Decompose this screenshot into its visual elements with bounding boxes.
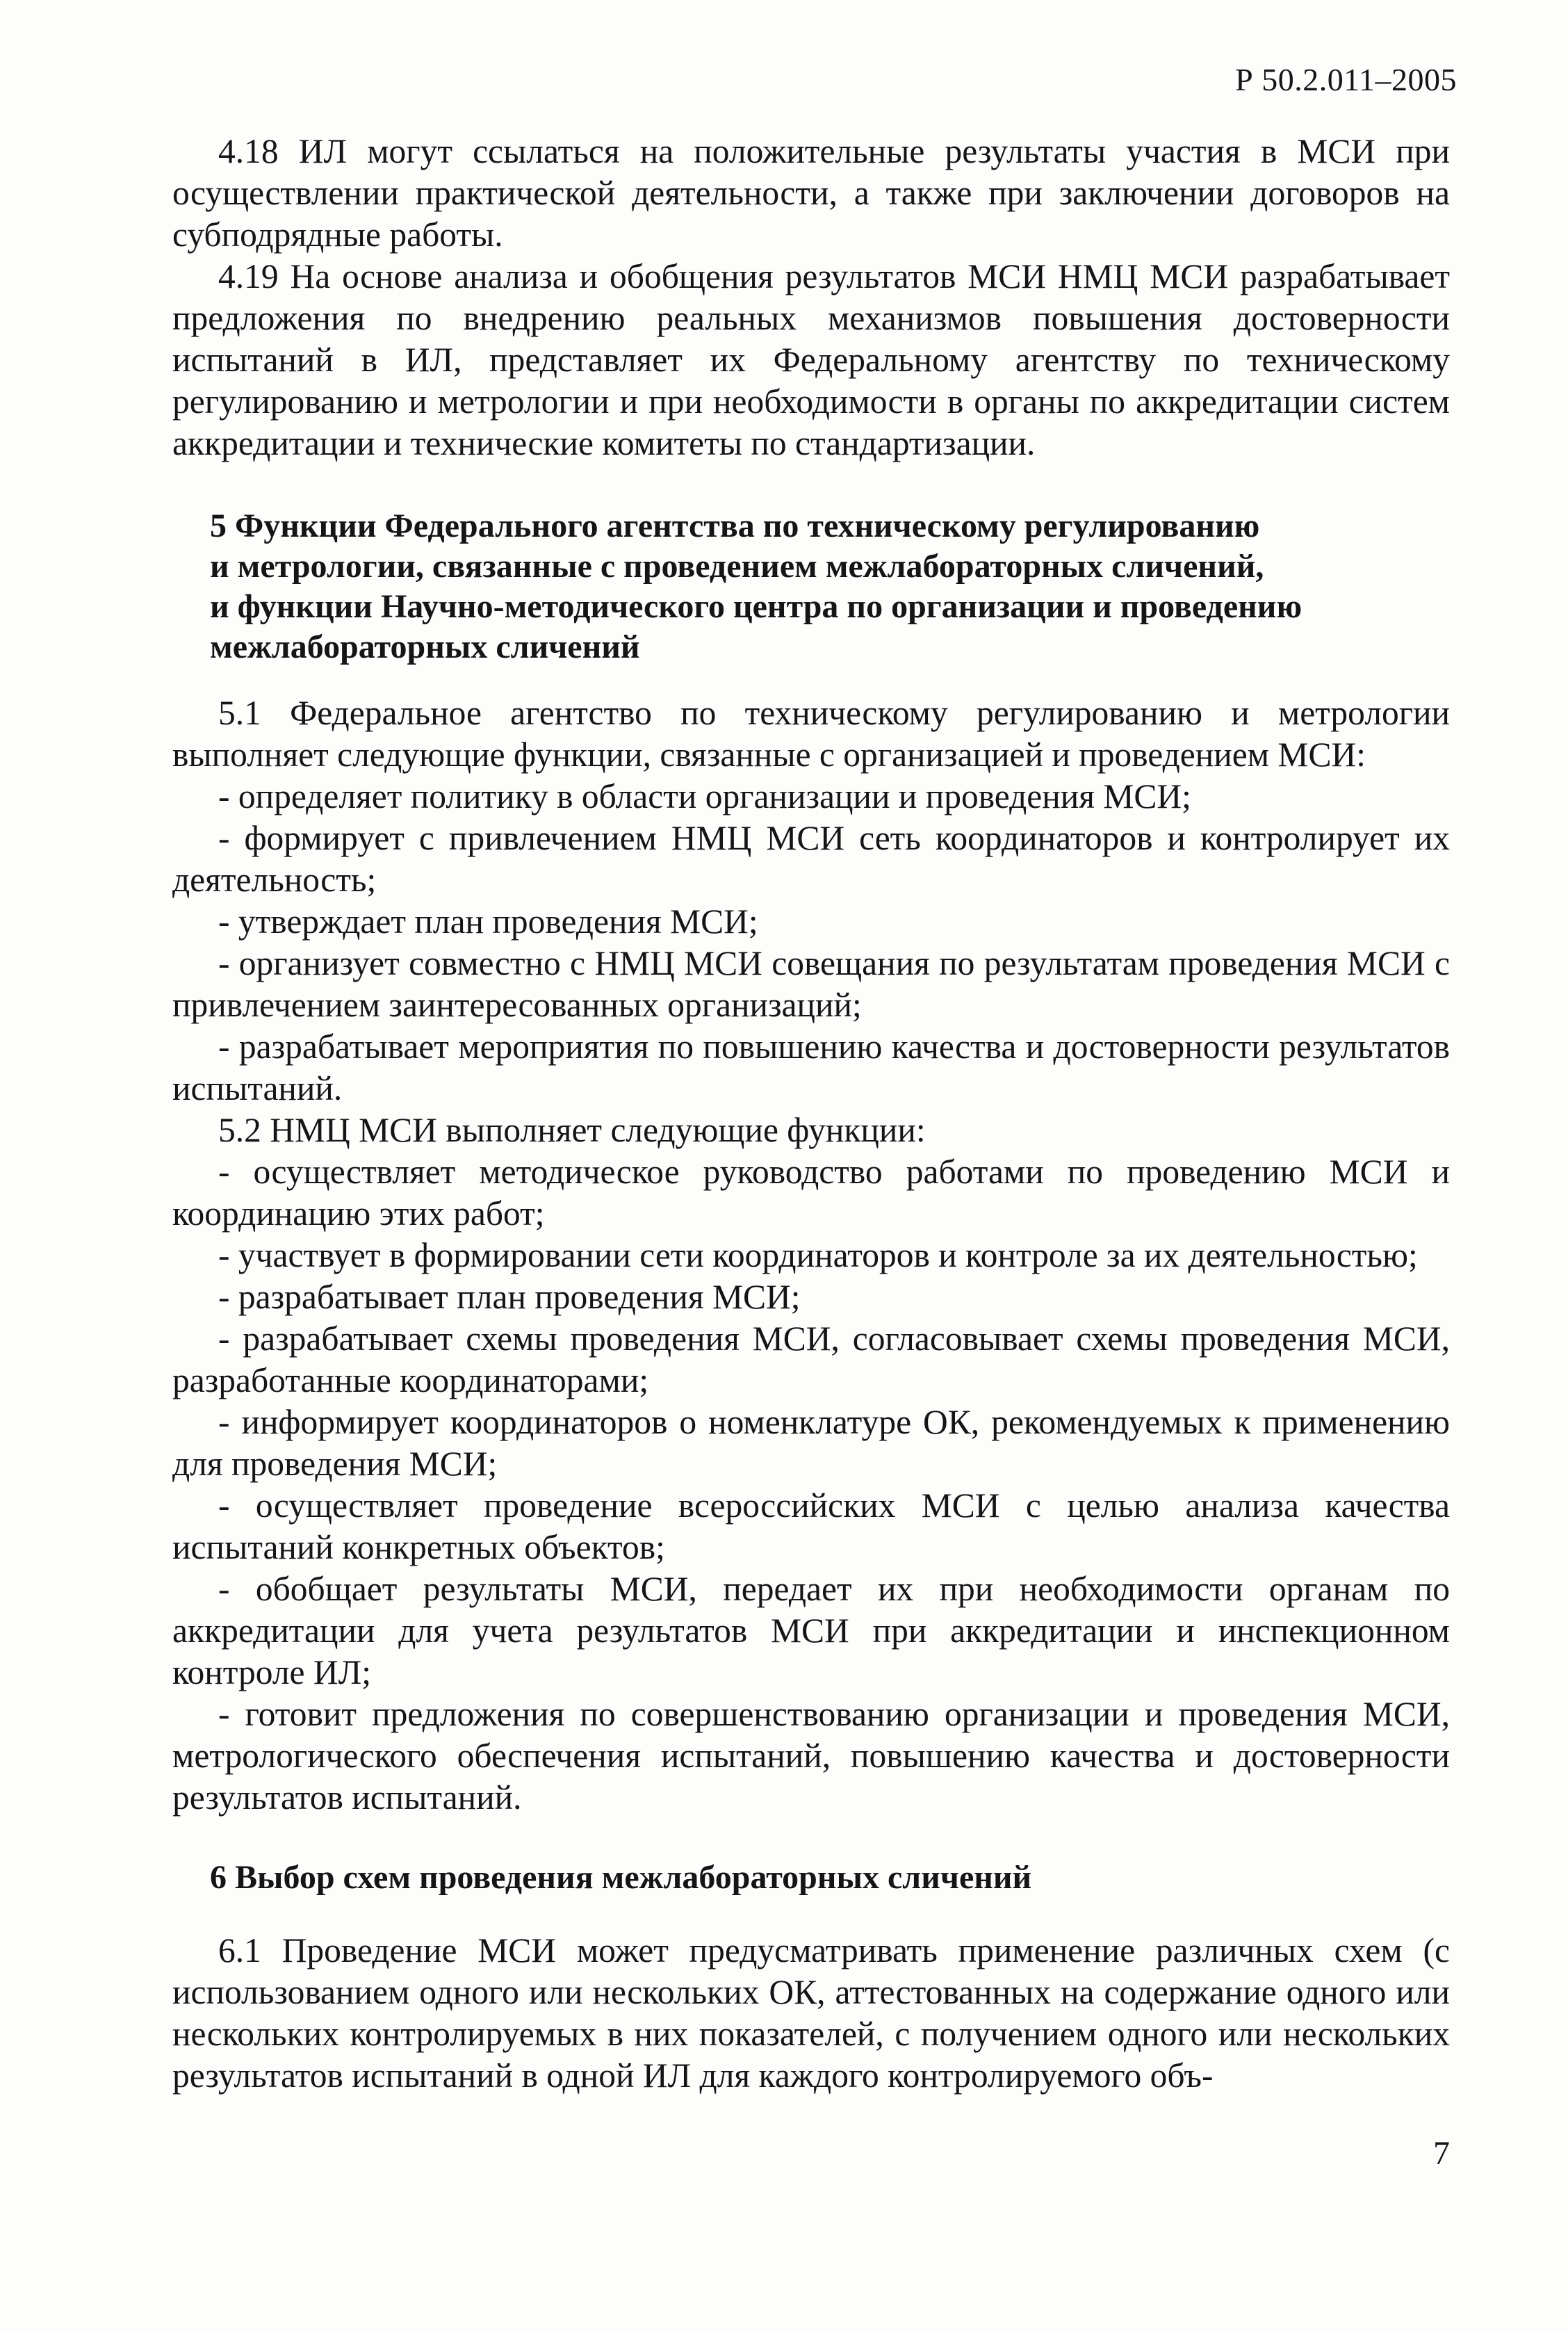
list-item: - разрабатывает план проведения МСИ; xyxy=(218,1278,801,1316)
list-item: - участвует в формировании сети координаторов и контроле за их деятельностью; xyxy=(218,1236,1418,1274)
page-number: 7 xyxy=(1433,2135,1450,2172)
list-item: - утверждает план проведения МСИ; xyxy=(218,902,758,941)
list-item: - определяет политику в области организации и проведения МСИ; xyxy=(218,777,1191,815)
page-content xyxy=(172,131,1450,2097)
list-item: - осуществляет проведение всероссийских МСИ с целью анализа качества испытаний конкретных объектов; xyxy=(172,1486,1450,1566)
list-item: - разрабатывает мероприятия по повышению качества и достоверности результатов испытаний. xyxy=(172,1028,1450,1107)
paragraph-5-2: 5.2 НМЦ МСИ выполняет следующие функции: xyxy=(218,1111,926,1149)
paragraph-6-1: 6.1 Проведение МСИ может предусматривать применение различных схем (с использованием одного или нескольких ОК, аттестованных на содержание одного или нескольких контролируемых в них показателей, с получением одного или нескольких результатов испытаний в одной ИЛ для каждого контролируемого объ- xyxy=(172,1931,1450,2095)
heading-line: и функции Научно-методического центра по организации и проведению xyxy=(210,588,1302,625)
section-6-heading: 6 Выбор схем проведения межлабораторных сличений xyxy=(210,1859,1032,1896)
paragraph-5-1: 5.1 Федеральное агентство по техническому регулированию и метрологии выполняет следующие функции, связанные с организацией и проведением МСИ: xyxy=(172,694,1450,774)
paragraph-4-18: 4.18 ИЛ могут ссылаться на положительные результаты участия в МСИ при осуществлении практической деятельности, а также при заключении договоров на субподрядные работы. xyxy=(172,132,1450,254)
document-code: Р 50.2.011–2005 xyxy=(1235,62,1457,97)
list-item: - информирует координаторов о номенклатуре ОК, рекомендуемых к применению для проведения МСИ; xyxy=(172,1403,1450,1483)
heading-line: 5 Функции Федерального агентства по техническому регулированию xyxy=(210,507,1260,544)
list-item: - разрабатывает схемы проведения МСИ, согласовывает схемы проведения МСИ, разработанные координаторами; xyxy=(172,1319,1450,1399)
list-item: - формирует с привлечением НМЦ МСИ сеть координаторов и контролирует их деятельность; xyxy=(172,819,1450,899)
list-item: - обобщает результаты МСИ, передает их при необходимости органам по аккредитации для учета результатов МСИ при аккредитации и инспекционном контроле ИЛ; xyxy=(172,1570,1450,1691)
section-5-heading xyxy=(172,506,1450,667)
list-item: - организует совместно с НМЦ МСИ совещания по результатам проведения МСИ с привлечением заинтересованных организаций; xyxy=(172,944,1450,1024)
paragraph-4-19: 4.19 На основе анализа и обобщения результатов МСИ НМЦ МСИ разрабатывает предложения по внедрению реальных механизмов повышения достоверности испытаний в ИЛ, представляет их Федеральному агентству по техническому регулированию и метрологии и при необходимости в органы по аккредитации систем аккредитации и технические комитеты по стандартизации. xyxy=(172,257,1450,462)
heading-line: и метрологии, связанные с проведением межлабораторных сличений, xyxy=(210,548,1264,585)
list-item: - готовит предложения по совершенствованию организации и проведения МСИ, метрологического обеспечения испытаний, повышению качества и достоверности результатов испытаний. xyxy=(172,1695,1450,1817)
heading-line: межлабораторных сличений xyxy=(210,628,640,665)
list-item: - осуществляет методическое руководство работами по проведению МСИ и координацию этих работ; xyxy=(172,1153,1450,1233)
